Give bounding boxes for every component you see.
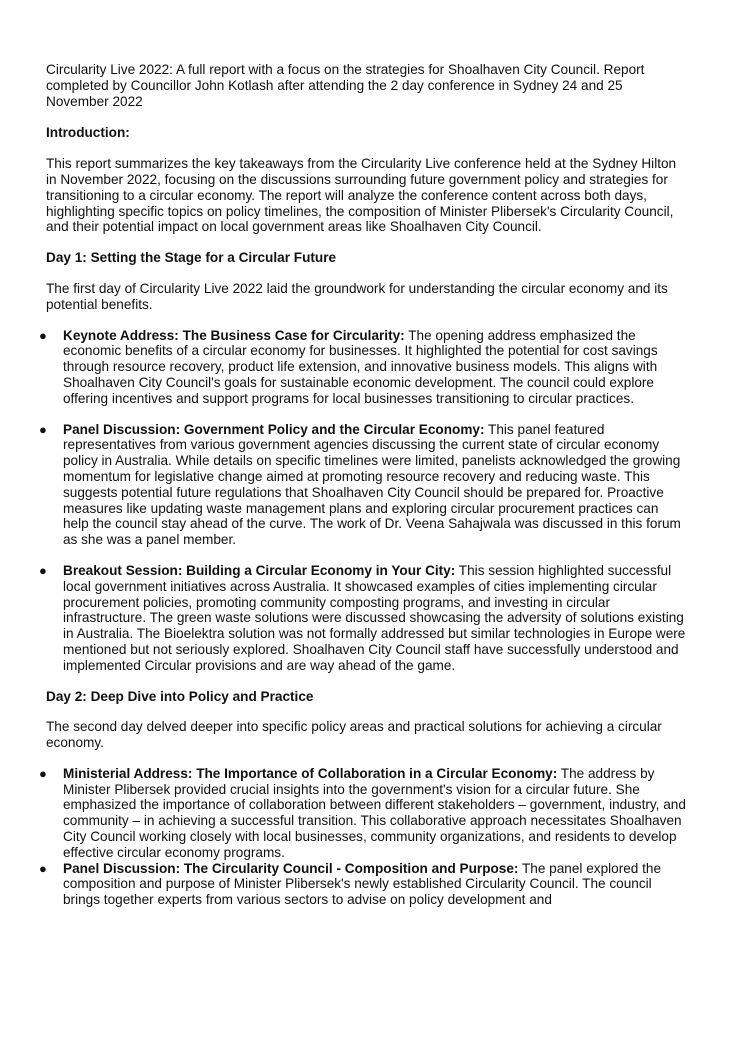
bullet-icon: ● [39,765,47,781]
day1-heading: Day 1: Setting the Stage for a Circular Future [46,250,337,266]
list-item [39,421,686,548]
item-title: Breakout Session: Building a Circular Economy in Your City: [63,562,456,578]
item-title: Ministerial Address: The Importance of Collaboration in a Circular Economy: [63,765,558,781]
list-item [39,765,686,861]
bullet-icon: ● [39,860,47,876]
item-text: This session highlighted successful local government initiatives across Australia. It showcased examples of cities implementing circular procurement policies, promoting community composting programs, and investing in circular infrastructure. The green waste solutions were discussed showcasing the adversity of solutions existing in Australia. The Bioelektra solution was not formally addressed but similar technologies in Europe were mentioned but not seriously explored. Shoalhaven City Council staff have successfully understood and implemented Circular provisions and are way ahead of the game. [63,562,686,673]
day1-list [39,327,686,674]
day2-paragraph: The second day delved deeper into specific policy areas and practical solutions for achieving a circular economy. [46,719,662,751]
document-page [39,62,686,908]
item-title: Panel Discussion: Government Policy and the Circular Economy: [63,421,485,437]
item-text: The opening address emphasized the economic benefits of a circular economy for businesses. It highlighted the potential for cost savings through resource recovery, product life extension, and innovative business models. This aligns with Shoalhaven City Council's goals for sustainable economic development. The council could explore offering incentives and support programs for local businesses transitioning to circular practices. [63,327,658,406]
day1-paragraph: The first day of Circularity Live 2022 laid the groundwork for understanding the circular economy and its potential benefits. [46,280,668,312]
day2-heading: Day 2: Deep Dive into Policy and Practice [46,688,314,704]
item-text: The panel explored the composition and purpose of Minister Plibersek's newly established Circularity Council. The council brings together experts from various sectors to advise on policy development and [63,860,662,908]
list-item [39,327,686,407]
day2-list [39,765,686,908]
list-item [39,860,686,908]
report-header: Circularity Live 2022: A full report with a focus on the strategies for Shoalhaven City Council. Report completed by Councillor John Kotlash after attending the 2 day conference in Sydney 24 and 25 November 2022 [46,62,645,109]
item-text: The address by Minister Plibersek provided crucial insights into the government's vision for a circular future. She emphasized the importance of collaboration between different stakeholders – government, industry, and community – in achieving a successful transition. This collaborative approach necessitates Shoalhaven City Council working closely with local businesses, community organizations, and residents to develop effective circular economy programs. [63,765,686,860]
item-title: Keynote Address: The Business Case for Circularity: [63,327,405,343]
bullet-icon: ● [39,562,47,578]
item-title: Panel Discussion: The Circularity Council - Composition and Purpose: [63,860,519,876]
introduction-paragraph: This report summarizes the key takeaways from the Circularity Live conference held at the Sydney Hilton in November 2022, focusing on the discussions surrounding future government policy and strategies for transitioning to a circular economy. The report will analyze the conference content across both days, highlighting specific topics on policy timelines, the composition of Minister Plibersek's Circularity Council, and their potential impact on local government areas like Shoalhaven City Council. [46,156,677,235]
bullet-icon: ● [39,327,47,343]
bullet-icon: ● [39,421,47,437]
item-text: This panel featured representatives from various government agencies discussing the current state of circular economy policy in Australia. While details on specific timelines were limited, panelists acknowledged the growing momentum for legislative change aimed at promoting resource recovery and reducing waste. This suggests potential future regulations that Shoalhaven City Council should be prepared for. Proactive measures like updating waste management plans and exploring circular procurement practices can help the council stay ahead of the curve. The work of Dr. Veena Sahajwala was discussed in this forum as she was a panel member. [63,421,681,548]
list-item [39,562,686,674]
introduction-heading: Introduction: [46,125,130,141]
